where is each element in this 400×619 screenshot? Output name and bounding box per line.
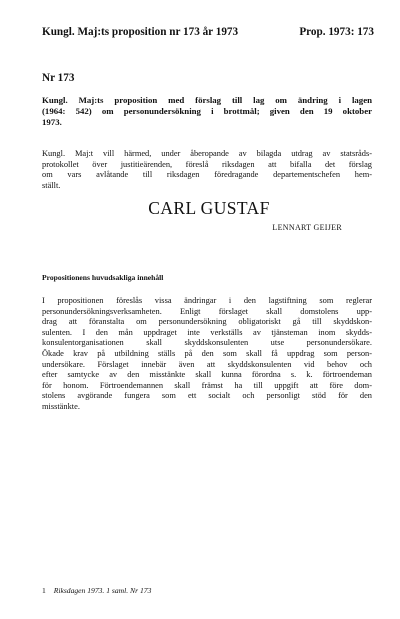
body-line: personundersökningsverksamheten. Enligt förslaget skall domstolens upp- [42, 306, 372, 316]
title-line: 1973. [42, 117, 62, 127]
intro-line: protokollet över justitieärenden, föreslå riksdagen att bifalla det förslag [42, 159, 372, 169]
intro-paragraph [42, 149, 372, 191]
title-line: (1964: 542) om personundersökning i brottmål; given den 19 oktober [42, 106, 372, 116]
section-heading: Propositionens huvudsakliga innehåll [42, 273, 164, 282]
body-line: drag att föranstalta om personundersökning obligatoriskt gå till skyddskon- [42, 317, 372, 327]
proposition-title [42, 95, 372, 128]
proposition-number: Nr 173 [42, 72, 75, 84]
body-line: efter samtycke av den misstänkte skall kunna förordna s. k. förtroendeman [42, 370, 372, 380]
body-line: sulenten. I den mån uppdraget inte verkställs av tjänsteman inom skydds- [42, 327, 372, 337]
body-line: I propositionen föreslås vissa ändringar i den lagstiftning som reglerar [42, 296, 372, 305]
body-line: konsulentorganisationen skall skyddskonsulenten utse personundersökare. [42, 338, 372, 348]
body-line: undersökare. Förslaget innebär även att skyddskonsulenten vid behov och [42, 359, 372, 369]
body-line: stolens avgörande fungera som ett socialt och personligt stöd för den [42, 391, 372, 401]
running-header-prop-number: Prop. 1973: 173 [299, 26, 374, 38]
title-line: Kungl. Maj:ts proposition med förslag till lag om ändring i lagen [42, 95, 372, 105]
body-line: för honom. Förtroendemannen skall främst ha till uppgift att före dom- [42, 380, 372, 390]
footer-reference: Riksdagen 1973. 1 saml. Nr 173 [53, 586, 152, 595]
intro-line: om vars avlåtande till riksdagen föredragande departementschefen hem- [42, 170, 372, 180]
body-line: Ökade krav på utbildning ställs på den som skall få uppdrag som person- [42, 348, 372, 358]
monarch-signature: CARL GUSTAF [148, 198, 270, 218]
minister-countersignature: LENNART GEIJER [272, 223, 342, 232]
running-header-title: Kungl. Maj:ts proposition nr 173 år 1973 [42, 26, 239, 38]
intro-line: Kungl. Maj:t vill härmed, under åberopande av bilagda utdrag av statsråds- [42, 149, 372, 158]
summary-paragraph [42, 296, 372, 413]
body-line: misstänkte. [42, 401, 80, 411]
footer-page-number: 1 [42, 586, 46, 595]
intro-line: ställt. [42, 180, 61, 190]
page-footer [42, 586, 151, 595]
